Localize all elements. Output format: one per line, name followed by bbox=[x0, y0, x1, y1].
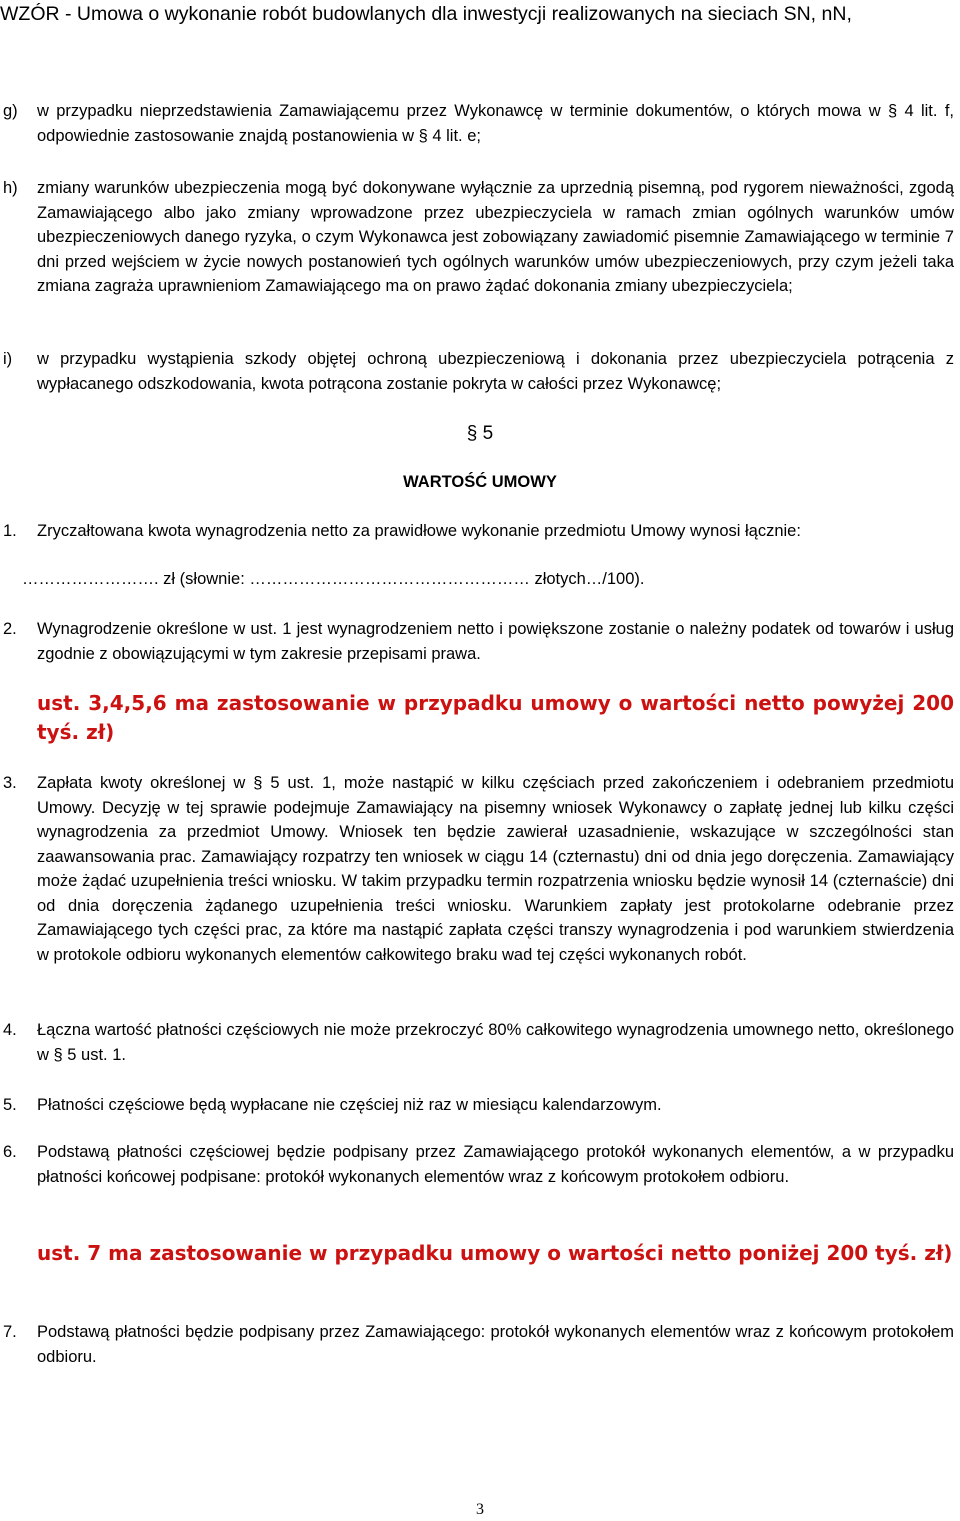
list-item-g bbox=[0, 99, 954, 148]
item-label: i) bbox=[3, 350, 13, 368]
item-text: Płatności częściowe będą wypłacane nie częściej niż raz w miesiącu kalendarzowym. bbox=[37, 1096, 662, 1114]
item-label: g) bbox=[3, 102, 18, 120]
list-item-3 bbox=[0, 771, 954, 967]
item-label: 7. bbox=[3, 1323, 17, 1341]
item-text: Wynagrodzenie określone w ust. 1 jest wynagrodzeniem netto i powiększone zostanie o należny podatek od towarów i usług zgodnie z obowiązującymi w tym zakresie przepisami prawa. bbox=[37, 620, 954, 663]
list-item-6 bbox=[0, 1140, 954, 1189]
item-text: Podstawą płatności będzie podpisany przez Zamawiającego: protokół wykonanych elementów wraz z końcowym protokołem odbioru. bbox=[37, 1323, 954, 1366]
item-text: Podstawą płatności częściowej będzie podpisany przez Zamawiającego protokół wykonanych elementów, a w przypadku płatności końcowej podpisane: protokół wykonanych elementów wraz z końcowym protokołem odbioru. bbox=[37, 1143, 954, 1186]
note-above-threshold: ust. 3,4,5,6 ma zastosowanie w przypadku umowy o wartości netto powyżej 200 tyś. zł) bbox=[37, 691, 954, 744]
amount-fill-line: ……………………. zł (słownie: …………………………………………… złotych…/100). bbox=[22, 570, 645, 588]
item-label: 2. bbox=[3, 620, 17, 638]
item-label: 3. bbox=[3, 774, 17, 792]
list-item-2 bbox=[0, 617, 954, 666]
list-item-7 bbox=[0, 1320, 954, 1369]
item-label: h) bbox=[3, 179, 18, 197]
section-paragraph-number: § 5 bbox=[466, 423, 494, 444]
list-item-i bbox=[0, 347, 954, 396]
section-title: WARTOŚĆ UMOWY bbox=[403, 473, 557, 491]
document-header: WZÓR - Umowa o wykonanie robót budowlanych dla inwestycji realizowanych na sieciach SN, nN, bbox=[0, 3, 852, 25]
item-text: Zapłata kwoty określonej w § 5 ust. 1, może nastąpić w kilku częściach przed zakończeniem i odebraniem przedmiotu Umowy. Decyzję w tej sprawie podejmuje Zamawiający na pisemny wniosek Wykonawcy o zapłatę jednej lub kilku części wynagrodzenia za przedmiot Umowy. Wniosek ten będzie zawierał uzasadnienie, wskazujące w szczególności stan zaawansowania prac. Zamawiający rozpatrzy ten wniosek w ciągu 14 (czternastu) dni od dnia jego doręczenia. Zamawiający może żądać uzupełnienia treści wniosku. W takim przypadku termin rozpatrzenia wniosku będzie wynosił 14 (czternaście) dni od dnia doręczenia żądanego uzupełnienia treści wniosku. Warunkiem zapłaty jest protokolarne odebranie przez Zamawiającego tych części prac, za które ma nastąpić zapłata części transzy wynagrodzenia i pod warunkiem stwierdzenia w protokole odbioru wykonanych elementów całkowitego braku wad tej części wykonanych robót. bbox=[37, 774, 954, 964]
list-item-4 bbox=[0, 1018, 954, 1067]
page-number: 3 bbox=[476, 1501, 484, 1518]
item-text: zmiany warunków ubezpieczenia mogą być dokonywane wyłącznie za uprzednią pisemną, pod rygorem nieważności, zgodą Zamawiającego albo jako zmiany wprowadzone przez ubezpieczyciela w ramach zmian ogólnych warunków umów ubezpieczeniowych danego ryzyka, o czym Wykonawca jest zobowiązany zawiadomić pisemnie Zamawiającego w terminie 7 dni przed wejściem w życie nowych postanowień tych ogólnych warunków umów ubezpieczeniowych, przy czym jeżeli taka zmiana zagraża uprawnieniom Zamawiającego ma on prawo żądać dokonania zmiany ubezpieczyciela; bbox=[37, 179, 954, 295]
item-label: 1. bbox=[3, 522, 17, 540]
note-below-threshold: ust. 7 ma zastosowanie w przypadku umowy o wartości netto poniżej 200 tyś. zł) bbox=[37, 1241, 953, 1265]
item-text: w przypadku wystąpienia szkody objętej ochroną ubezpieczeniową i dokonania przez ubezpieczyciela potrącenia z wypłacanego odszkodowania, kwota potrącona zostanie pokryta w całości przez Wykonawcę; bbox=[37, 350, 954, 393]
item-text: w przypadku nieprzedstawienia Zamawiającemu przez Wykonawcę w terminie dokumentów, o których mowa w § 4 lit. f, odpowiednie zastosowanie znajdą postanowienia w § 4 lit. e; bbox=[37, 102, 954, 145]
item-label: 4. bbox=[3, 1021, 17, 1039]
list-item-5 bbox=[0, 1093, 954, 1118]
list-item-1 bbox=[0, 519, 954, 544]
list-item-h bbox=[0, 176, 954, 299]
item-text: Łączna wartość płatności częściowych nie może przekroczyć 80% całkowitego wynagrodzenia umownego netto, określonego w § 5 ust. 1. bbox=[37, 1021, 954, 1064]
item-label: 6. bbox=[3, 1143, 17, 1161]
item-label: 5. bbox=[3, 1096, 17, 1114]
item-text: Zryczałtowana kwota wynagrodzenia netto za prawidłowe wykonanie przedmiotu Umowy wynosi łącznie: bbox=[37, 522, 801, 540]
